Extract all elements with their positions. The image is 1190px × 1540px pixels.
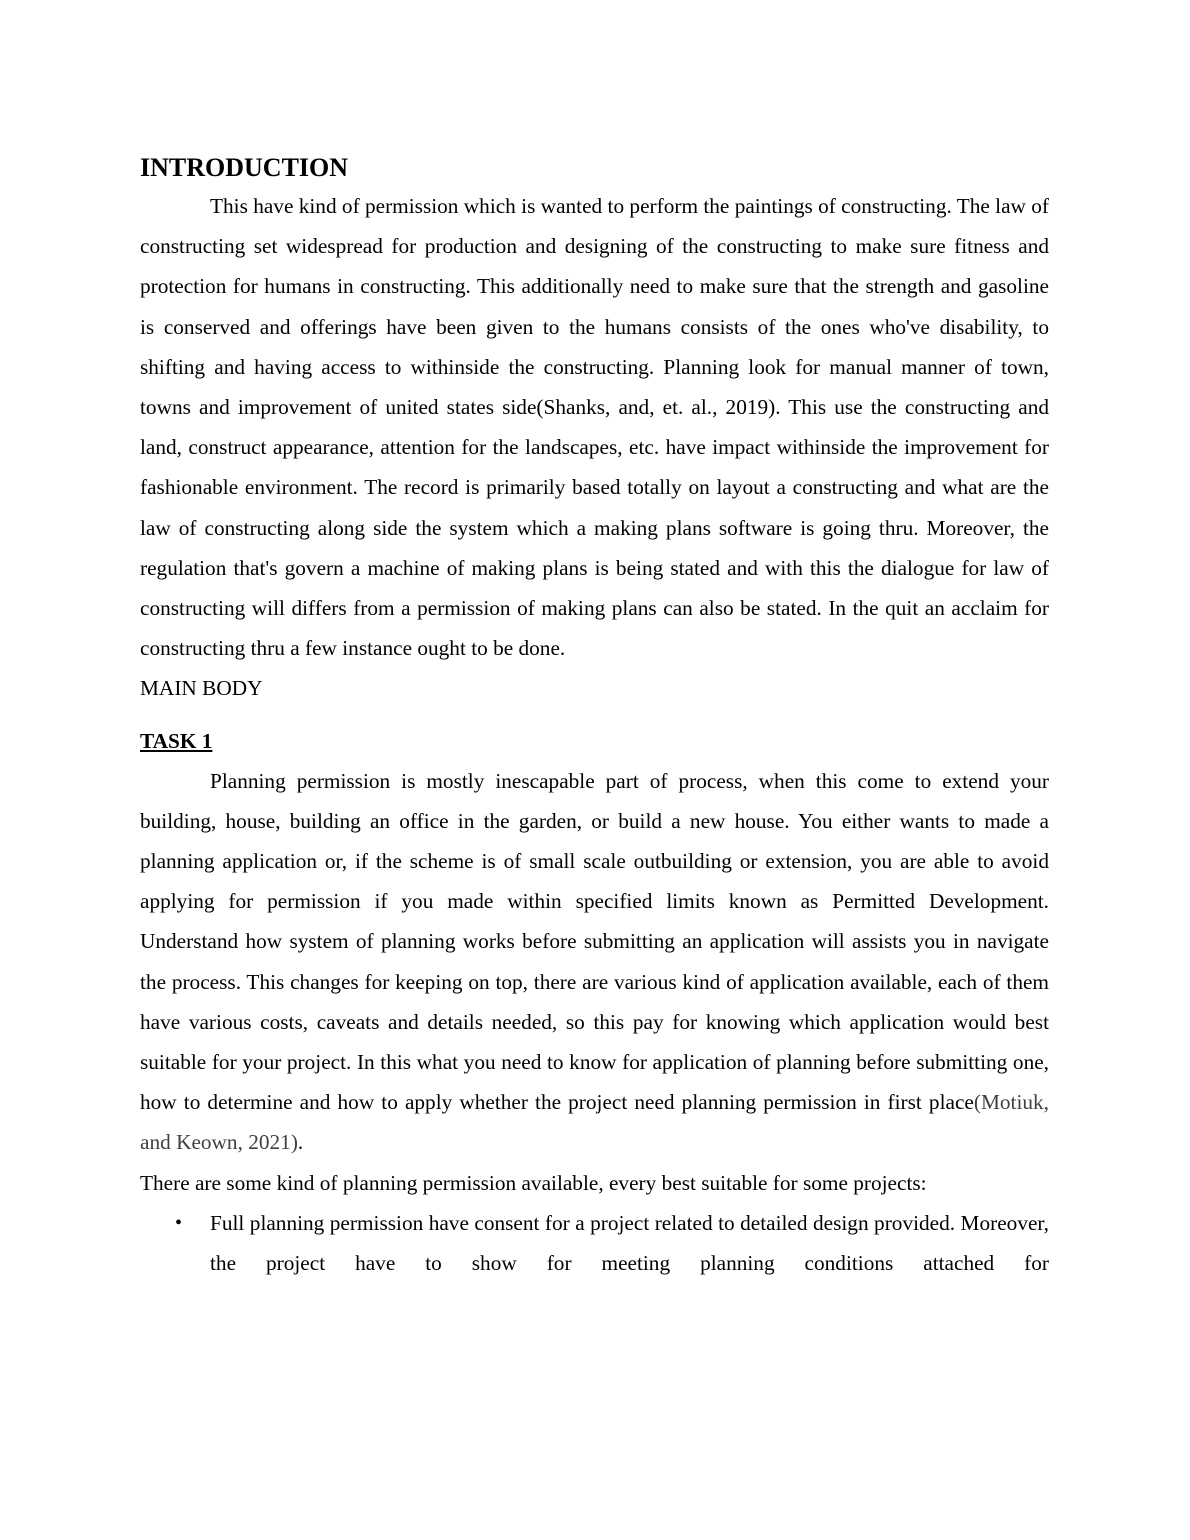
task-1-heading: TASK 1 (140, 728, 213, 753)
list-item-text: Full planning permission have consent for a project related to detailed design provided. Moreover, the project have to show for meeting planning conditions attached for (210, 1210, 1049, 1276)
task-1-paragraph (140, 761, 1049, 1163)
task-1-paragraph-text: Planning permission is mostly inescapable part of process, when this come to extend your building, house, building an office in the garden, or build a new house. You either wants to made a planning application or, if the scheme is of small scale outbuilding or extension, you are able to avoid applying for permission if you made within specified limits known as Permitted Development. Understand how system of planning works before submitting an application will assists you in navigate the process. This changes for keeping on top, there are various kind of application available, each of them have various costs, caveats and details needed, so this pay for knowing which application would best suitable for your project. In this what you need to know for application of planning before submitting one, how to determine and how to apply whether the project need planning permission in first place (140, 768, 1049, 1115)
introduction-paragraph: This have kind of permission which is wanted to perform the paintings of constructing. The law of constructing set widespread for production and designing of the constructing to make sure fitness and protection for humans in constructing. This additionally need to make sure that the strength and gasoline is conserved and offerings have been given to the humans consists of the ones who've disability, to shifting and having access to withinside the constructing. Planning look for manual manner of town, towns and improvement of united states side(Shanks, and, et. al., 2019). This use the constructing and land, construct appearance, attention for the landscapes, etc. have impact withinside the improvement for fashionable environment. The record is primarily based totally on layout a constructing and what are the law of constructing along side the system which a making plans software is going thru. Moreover, the regulation that's govern a machine of making plans is being stated and with this the dialogue for law of constructing will differs from a permission of making plans can also be stated. In the quit an acclaim for constructing thru a few instance ought to be done. (140, 194, 1049, 661)
document-page (140, 150, 1049, 1283)
list-item (140, 1203, 1049, 1283)
main-body-label: MAIN BODY (140, 676, 263, 701)
citation-end-period: . (297, 1130, 304, 1155)
citation-motiuk-keown: (Motiuk, and Keown, 2021) (140, 1090, 1049, 1155)
planning-permission-list-intro: There are some kind of planning permission available, every best suitable for some projects: (140, 1170, 927, 1195)
introduction-heading: INTRODUCTION (140, 153, 349, 182)
bullet-icon: • (175, 1211, 183, 1234)
planning-permission-list (140, 1203, 1049, 1283)
